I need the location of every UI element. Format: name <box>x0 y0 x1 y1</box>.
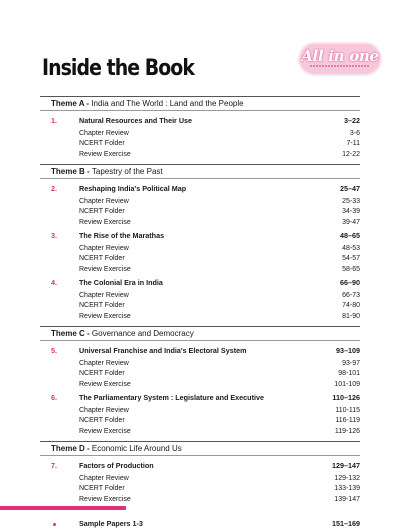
subsection-row[interactable] <box>40 265 360 276</box>
theme-name: India and The World : Land and the People <box>91 99 244 108</box>
subsection-row[interactable] <box>40 139 360 150</box>
table-of-contents <box>40 96 360 532</box>
chapter-number: 7. <box>51 461 57 470</box>
chapter-pages: 3–22 <box>344 116 360 125</box>
brand-logo <box>300 44 380 74</box>
chapter-pages: 129–147 <box>332 461 360 470</box>
subsection-title: Review Exercise <box>79 312 131 320</box>
subsection-row[interactable] <box>40 416 360 427</box>
subsection-pages: 101-109 <box>334 380 360 388</box>
page-title: Inside the Book <box>42 56 194 81</box>
subsection-pages: 116-119 <box>335 417 360 424</box>
subsection-row[interactable] <box>40 495 360 506</box>
subsection-title: Review Exercise <box>79 495 131 503</box>
subsection-pages: 39-47 <box>342 218 360 226</box>
chapter-number: 3. <box>51 231 57 240</box>
chapter-title: The Rise of the Marathas <box>79 231 165 240</box>
subsection-pages: 54-57 <box>342 255 360 262</box>
subsection-pages: 93-97 <box>342 359 360 367</box>
subsection-title: Chapter Review <box>79 129 129 137</box>
subsection-pages: 12-22 <box>342 150 360 158</box>
sample-papers-pages: 151–169 <box>332 519 360 528</box>
subsection-pages: 81-90 <box>342 312 360 320</box>
subsection-pages: 48-53 <box>342 244 360 252</box>
theme-label: Theme A - <box>51 99 92 108</box>
subsection-pages: 3-6 <box>349 129 360 137</box>
subsection-pages: 133-139 <box>334 485 360 492</box>
subsection-title: NCERT Folder <box>79 302 125 309</box>
subsection-row[interactable] <box>40 301 360 312</box>
chapter-row[interactable] <box>40 184 360 195</box>
subsection-row[interactable] <box>40 369 360 380</box>
subsection-title: Review Exercise <box>79 218 131 226</box>
subsection-row[interactable] <box>40 218 360 229</box>
chapter-row[interactable] <box>40 393 360 404</box>
subsection-pages: 110-115 <box>335 406 360 414</box>
chapter-title: Universal Franchise and India's Electoral System <box>79 346 247 355</box>
chapter-row[interactable] <box>40 116 360 127</box>
subsection-row[interactable] <box>40 359 360 370</box>
subsection-row[interactable] <box>40 291 360 302</box>
chapter-pages: 25–47 <box>340 184 360 193</box>
sample-papers-row[interactable] <box>40 519 360 530</box>
theme-header <box>40 164 360 179</box>
subsection-pages: 7-11 <box>346 140 360 147</box>
subsection-title: Review Exercise <box>79 380 131 388</box>
subsection-row[interactable] <box>40 150 360 161</box>
subsection-title: Chapter Review <box>79 474 129 482</box>
chapter-pages: 48–65 <box>340 231 360 240</box>
theme-header <box>40 96 360 111</box>
subsection-row[interactable] <box>40 312 360 323</box>
subsection-row[interactable] <box>40 207 360 218</box>
chapter-pages: 66–90 <box>340 278 360 287</box>
subsection-pages: 119-126 <box>334 427 360 435</box>
chapter-list <box>40 111 360 164</box>
subsection-row[interactable] <box>40 474 360 485</box>
sample-papers-title: Sample Papers 1-3 <box>79 519 143 528</box>
chapter-title: The Colonial Era in India <box>79 278 163 287</box>
logo-tagline-decoration <box>310 65 370 67</box>
subsection-row[interactable] <box>40 254 360 265</box>
theme-name: Economic Life Around Us <box>91 444 182 453</box>
chapter-number: 2. <box>51 184 57 193</box>
subsection-pages: 34-39 <box>342 208 360 215</box>
subsection-pages: 74-80 <box>342 302 360 309</box>
chapter-row[interactable] <box>40 231 360 242</box>
subsection-title: Chapter Review <box>79 197 129 205</box>
subsection-title: Chapter Review <box>79 406 129 414</box>
chapter-title: Reshaping India's Political Map <box>79 184 187 193</box>
theme-name: Governance and Democracy <box>91 329 194 338</box>
chapter-number: 6. <box>51 393 57 402</box>
chapter-row[interactable] <box>40 346 360 357</box>
subsection-row[interactable] <box>40 484 360 495</box>
subsection-row[interactable] <box>40 406 360 417</box>
theme-label: Theme D - <box>51 444 92 453</box>
subsection-row[interactable] <box>40 380 360 391</box>
chapter-list <box>40 179 360 326</box>
logo-text: All in one <box>301 47 379 65</box>
chapter-row[interactable] <box>40 461 360 472</box>
chapter-title: The Parliamentary System : Legislature and Executive <box>79 393 264 402</box>
subsection-title: Chapter Review <box>79 359 129 367</box>
subsection-pages: 58-65 <box>342 265 360 273</box>
subsection-row[interactable] <box>40 244 360 255</box>
chapter-row[interactable] <box>40 278 360 289</box>
subsection-title: NCERT Folder <box>79 417 125 424</box>
theme-label: Theme B - <box>51 167 92 176</box>
subsection-title: Review Exercise <box>79 150 131 158</box>
chapter-pages: 93–109 <box>336 346 360 355</box>
theme-label: Theme C - <box>51 329 92 338</box>
subsection-row[interactable] <box>40 129 360 140</box>
subsection-title: Chapter Review <box>79 291 129 299</box>
chapter-list <box>40 341 360 441</box>
bullet-icon <box>53 523 56 526</box>
theme-header <box>40 326 360 341</box>
subsection-pages: 66-73 <box>342 291 360 299</box>
subsection-title: Chapter Review <box>79 244 129 252</box>
chapter-list <box>40 456 360 509</box>
subsection-title: NCERT Folder <box>79 485 125 492</box>
pink-footer-bar <box>0 506 126 510</box>
chapter-pages: 110–126 <box>332 393 360 402</box>
theme-header <box>40 441 360 456</box>
chapter-title: Factors of Production <box>79 461 154 470</box>
chapter-title: Natural Resources and Their Use <box>79 116 193 125</box>
subsection-title: NCERT Folder <box>79 208 125 215</box>
chapter-number: 4. <box>51 278 57 287</box>
subsection-pages: 98-101 <box>338 370 360 377</box>
subsection-row[interactable] <box>40 197 360 208</box>
chapter-number: 5. <box>51 346 57 355</box>
subsection-pages: 139-147 <box>334 495 360 503</box>
subsection-title: NCERT Folder <box>79 140 125 147</box>
subsection-title: Review Exercise <box>79 265 131 273</box>
subsection-title: Review Exercise <box>79 427 131 435</box>
subsection-pages: 129-132 <box>334 474 360 482</box>
subsection-title: NCERT Folder <box>79 255 125 262</box>
subsection-pages: 25-33 <box>342 197 360 205</box>
theme-name: Tapestry of the Past <box>91 167 163 176</box>
subsection-title: NCERT Folder <box>79 370 125 377</box>
subsection-row[interactable] <box>40 427 360 438</box>
chapter-number: 1. <box>51 116 57 125</box>
